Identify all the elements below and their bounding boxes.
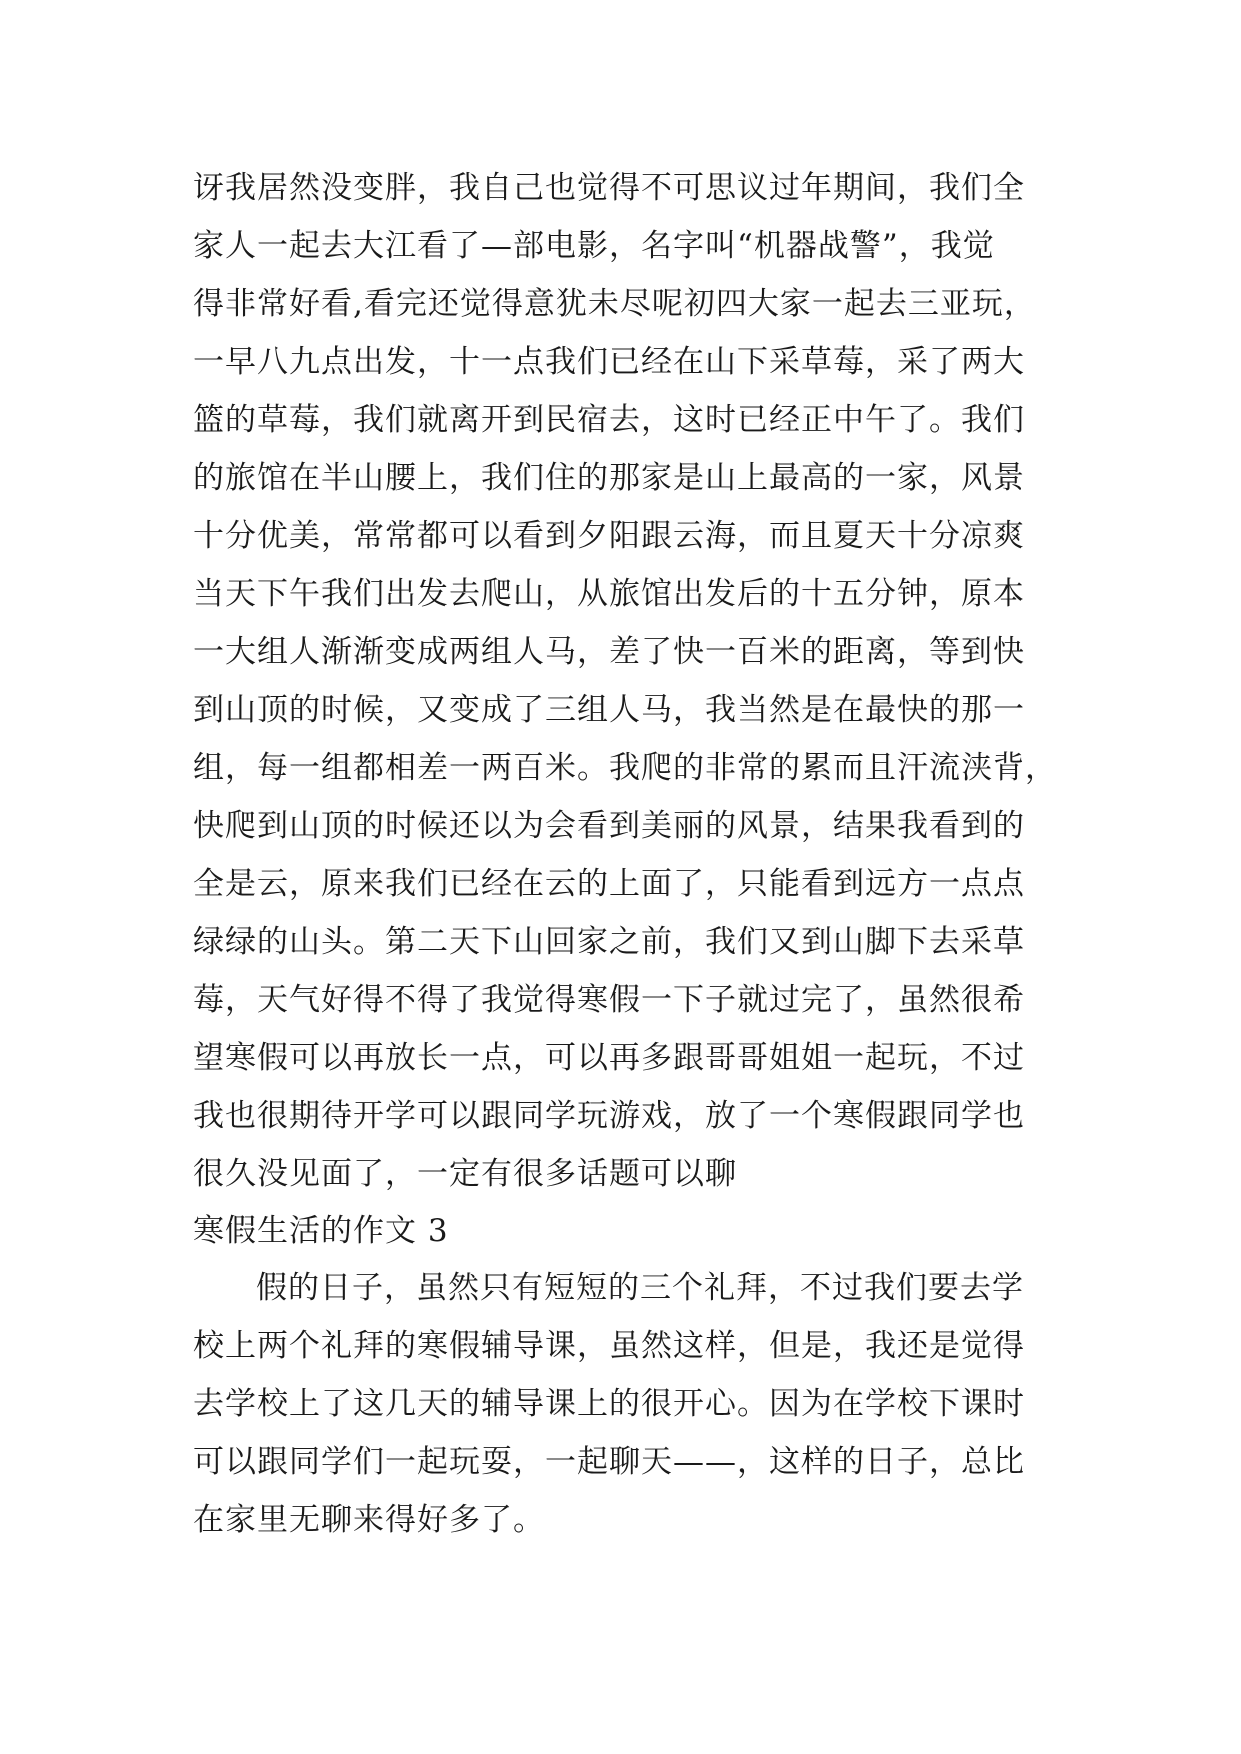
paragraph-line: 得非常好看,看完还觉得意犹未尽呢初四大家一起去三亚玩，: [193, 286, 1036, 322]
paragraph-line: 去学校上了这几天的辅导课上的很开心。因为在学校下课时: [193, 1386, 1025, 1422]
paragraph-line: 到山顶的时候，又变成了三组人马，我当然是在最快的那一: [193, 692, 1025, 728]
paragraph-line: 组，每一组都相差一两百米。我爬的非常的累而且汗流浃背，: [193, 750, 1057, 786]
paragraph-line: 假的日子，虽然只有短短的三个礼拜，不过我们要去学: [256, 1270, 1024, 1306]
paragraph-line: 一早八九点出发，十一点我们已经在山下采草莓，采了两大: [193, 344, 1025, 380]
paragraph-line: 快爬到山顶的时候还以为会看到美丽的风景，结果我看到的: [193, 808, 1025, 844]
paragraph-line: 全是云，原来我们已经在云的上面了，只能看到远方一点点: [193, 866, 1025, 902]
paragraph-line: 可以跟同学们一起玩耍，一起聊天——，这样的日子，总比: [193, 1444, 1025, 1480]
paragraph-line: 莓，天气好得不得了我觉得寒假一下子就过完了，虽然很希: [193, 982, 1025, 1018]
paragraph-line: 绿绿的山头。第二天下山回家之前，我们又到山脚下去采草: [193, 924, 1025, 960]
paragraph-line: 望寒假可以再放长一点，可以再多跟哥哥姐姐一起玩，不过: [193, 1040, 1025, 1076]
section-title: 寒假生活的作文 3: [193, 1213, 449, 1249]
paragraph-line: 篮的草莓，我们就离开到民宿去，这时已经正中午了。我们: [193, 402, 1025, 438]
paragraph-line: 家人一起去大江看了—部电影，名字叫“机器战警”，我觉: [193, 228, 995, 264]
paragraph-line: 在家里无聊来得好多了。: [193, 1502, 545, 1538]
paragraph-line: 很久没见面了，一定有很多话题可以聊: [193, 1156, 737, 1192]
paragraph-line: 我也很期待开学可以跟同学玩游戏，放了一个寒假跟同学也: [193, 1098, 1025, 1134]
paragraph-line: 校上两个礼拜的寒假辅导课，虽然这样，但是，我还是觉得: [193, 1328, 1025, 1364]
paragraph-line: 的旅馆在半山腰上，我们住的那家是山上最高的一家，风景: [193, 460, 1025, 496]
paragraph-line: 一大组人渐渐变成两组人马，差了快一百米的距离，等到快: [193, 634, 1025, 670]
paragraph-line: 当天下午我们出发去爬山，从旅馆出发后的十五分钟，原本: [193, 576, 1025, 612]
paragraph-line: 十分优美，常常都可以看到夕阳跟云海，而且夏天十分凉爽: [193, 518, 1025, 554]
paragraph-line: 讶我居然没变胖，我自己也觉得不可思议过年期间，我们全: [193, 170, 1025, 206]
